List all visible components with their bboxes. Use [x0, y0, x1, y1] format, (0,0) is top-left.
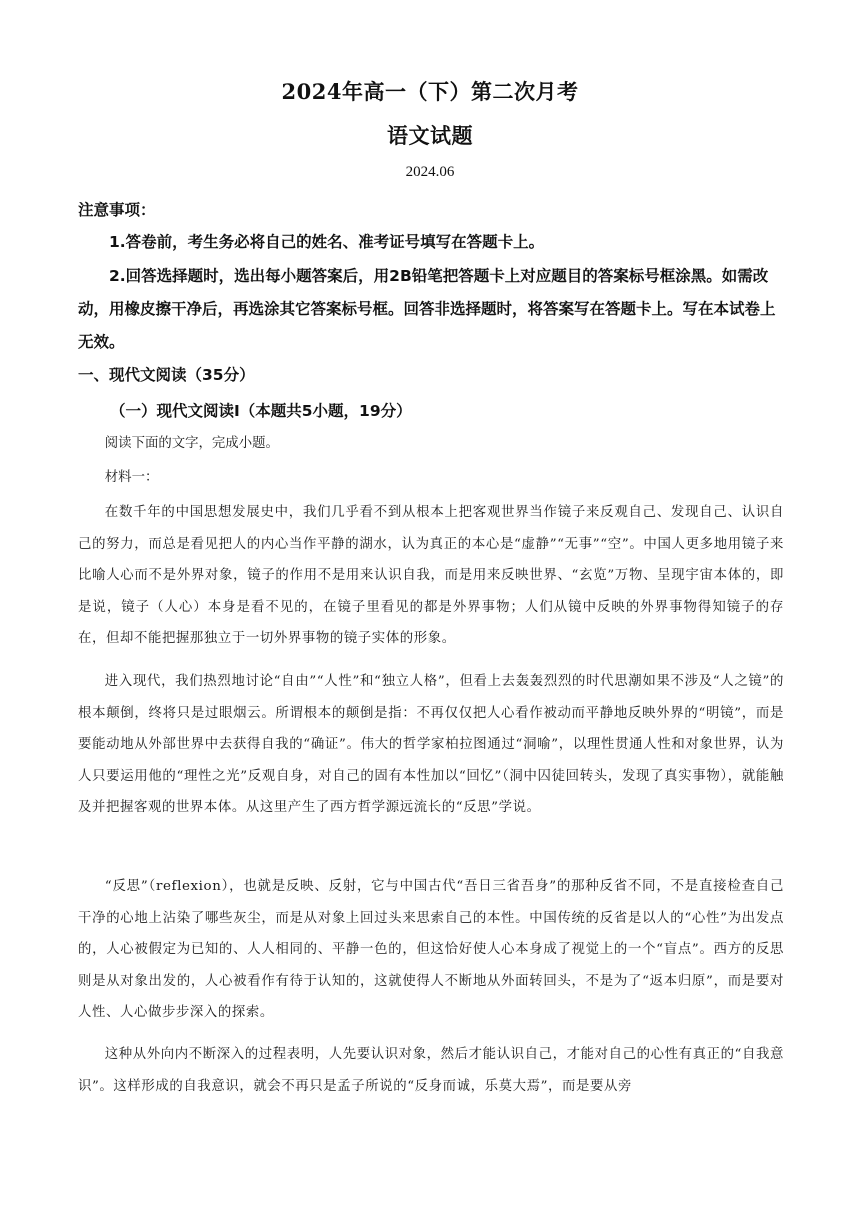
- reading-instruction: 阅读下面的文字，完成小题。: [104, 436, 279, 451]
- notice-heading: 注意事项：: [78, 201, 156, 219]
- material-paragraph: 这种从外向内不断深入的过程表明，人先要认识对象，然后才能认识自己，才能对自己的心性有真正的“自我意识”。这样形成的自我意识，就会不再只是孟子所说的“反身而诚，乐莫大焉”，而是要从旁: [78, 1047, 784, 1094]
- exam-title: 2024年高一（下）第二次月考: [281, 79, 579, 104]
- notice-item-1: 1.答卷前，考生务必将自己的姓名、准考证号填写在答题卡上。: [109, 233, 545, 251]
- exam-subject: 语文试题: [387, 123, 473, 148]
- material-paragraph: 进入现代，我们热烈地讨论“自由”“人性”和“独立人格”，但看上去轰轰烈烈的时代思潮如果不涉及“人之镜”的根本颠倒，终将只是过眼烟云。所谓根本的颠倒是指：不再仅仅把人心看作被动而平静地反映外界的“明镜”，而是要能动地从外部世界中去获得自我的“确证”。伟大的哲学家柏拉图通过“洞喻”，以理性贯通人性和对象世界，认为人只要运用他的“理性之光”反观自身，对自己的固有本性加以“回忆”（洞中囚徒回转头，发现了真实事物），就能触及并把握客观的世界本体。从这里产生了西方哲学源远流长的“反思”学说。: [78, 674, 784, 815]
- section-subheading: （一）现代文阅读Ⅰ（本题共5小题，19分）: [110, 402, 412, 420]
- material-paragraph: “反思”（reflexion），也就是反映、反射，它与中国古代“吾日三省吾身”的那种反省不同，不是直接检查自己干净的心地上沾染了哪些灰尘，而是从对象上回过头来思索自己的本性。中国传统的反省是以人的“心性”为出发点的，人心被假定为已知的、人人相同的、平静一色的，但这恰好使人心本身成了视觉上的一个“盲点”。西方的反思则是从对象出发的，人心被看作有待于认知的，这就使得人不断地从外面转回头，不是为了“返本归原”，而是要对人性、人心做步步深入的探索。: [78, 879, 784, 1020]
- exam-date: 2024.06: [405, 164, 455, 180]
- material-paragraph: 在数千年的中国思想发展史中，我们几乎看不到从根本上把客观世界当作镜子来反观自己、发现自己、认识自己的努力，而总是看见把人的内心当作平静的湖水，认为真正的本心是“虚静”“无事”“空”。中国人更多地用镜子来比喻人心而不是外界对象，镜子的作用不是用来认识自我，而是用来反映世界、“玄览”万物、呈现宇宙本体的，即是说，镜子（人心）本身是看不见的，在镜子里看见的都是外界事物；人们从镜中反映的外界事物得知镜子的存在，但却不能把握那独立于一切外界事物的镜子实体的形象。: [78, 505, 784, 646]
- notice-item-2: 2.回答选择题时，选出每小题答案后，用2B铅笔把答题卡上对应题目的答案标号框涂黑。如需改动，用橡皮擦干净后，再选涂其它答案标号框。回答非选择题时，将答案写在答题卡上。写在本试卷上无效。: [78, 267, 776, 351]
- section-heading: 一、现代文阅读（35分）: [78, 366, 255, 384]
- material-label: 材料一：: [104, 470, 159, 485]
